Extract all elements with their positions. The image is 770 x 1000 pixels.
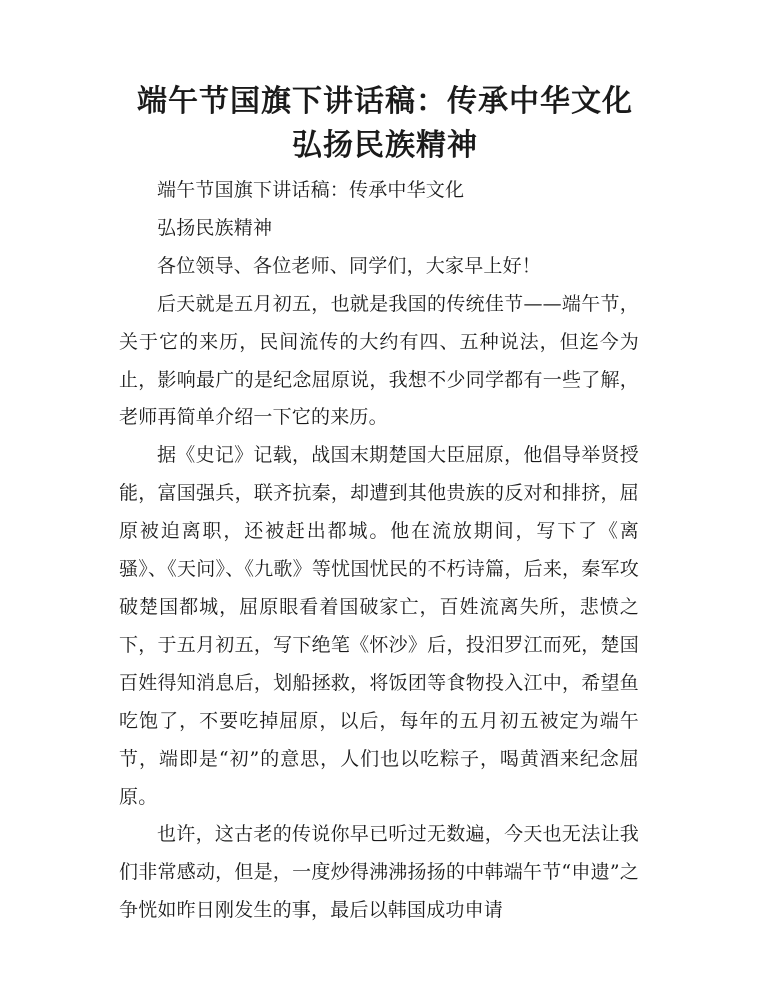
paragraph-reflection: 也许，这古老的传说你早已听过无数遍，今天也无法让我们非常感动，但是，一度炒得沸沸扬扬的中韩端午节“申遗”之争恍如昨日刚发生的事，最后以韩国成功申请 <box>119 823 639 922</box>
paragraph-greeting: 各位领导、各位老师、同学们，大家早上好！ <box>157 254 542 277</box>
paragraph-history: 据《史记》记载，战国末期楚国大臣屈原，他倡导举贤授能，富国强兵，联齐抗秦，却遭到其他贵族的反对和排挤，屈原被迫离职，还被赶出都城。他在流放期间，写下了《离骚》、《天问》、《九歌》等忧国忧民的不朽诗篇，后来，秦军攻破楚国都城，屈原眼看着国破家亡，百姓流离失所，悲愤之下，于五月初五，写下绝笔《怀沙》后，投汨罗江而死，楚国百姓得知消息后，划船拯救，将饭团等食物投入江中，希望鱼吃饱了，不要吃掉屈原，以后，每年的五月初五被定为端午节，端即是“初”的意思，人们也以吃粽子，喝黄酒来纪念屈原。 <box>119 444 639 808</box>
document-title-line-1: 端午节国旗下讲话稿：传承中华文化 <box>137 84 633 119</box>
paragraph-intro: 后天就是五月初五，也就是我国的传统佳节——端午节，关于它的来历，民间流传的大约有四、五种说法，但迄今为止，影响最广的是纪念屈原说，我想不少同学都有一些了解，老师再简单介绍一下它的来历。 <box>119 292 639 429</box>
paragraph-subtitle-line-2: 弘扬民族精神 <box>157 216 273 239</box>
document-title-line-2: 弘扬民族精神 <box>292 128 478 163</box>
paragraph-subtitle-line-1: 端午节国旗下讲话稿：传承中华文化 <box>157 179 465 201</box>
document-title <box>100 80 670 168</box>
document-body <box>119 172 639 930</box>
